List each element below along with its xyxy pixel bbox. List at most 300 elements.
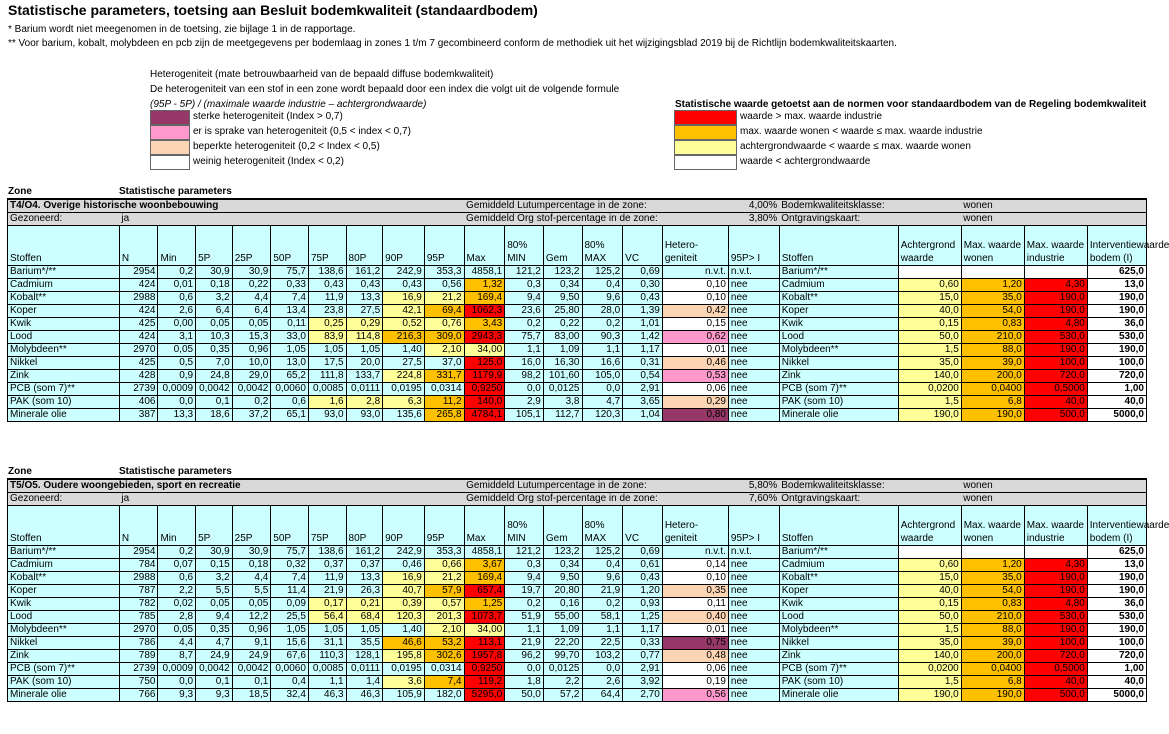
table-cell: 784: [119, 559, 158, 572]
table-cell: 46,3: [308, 689, 346, 702]
table-cell: 3,65: [623, 396, 663, 409]
table-cell: nee: [728, 331, 779, 344]
table-cell: 0,29: [662, 396, 728, 409]
table-cell: 21,9: [582, 585, 623, 598]
table-cell: 190,0: [1087, 624, 1146, 637]
table-cell: nee: [728, 624, 779, 637]
table-cell: 15,6: [271, 637, 309, 650]
table-row: [8, 572, 1147, 585]
table-cell: 13,0: [271, 357, 309, 370]
table-cell: 123,2: [543, 546, 582, 559]
ontgr-value: wonen: [961, 213, 1146, 226]
table-cell: 6,8: [961, 396, 1024, 409]
table-cell: 140,0: [464, 396, 505, 409]
table-cell: [898, 546, 961, 559]
table-cell: 13,3: [346, 572, 383, 585]
table-cell: 1,17: [623, 344, 663, 357]
table-cell: 0,0195: [383, 383, 425, 396]
table-cell: 0,21: [346, 598, 383, 611]
table-cell: 8,7: [158, 650, 196, 663]
table-cell: 2,10: [424, 344, 464, 357]
table-cell: 0,3: [505, 559, 544, 572]
table-cell: 18,5: [232, 689, 271, 702]
table-cell: Koper: [779, 305, 898, 318]
table-cell: 125,2: [582, 266, 623, 279]
table-cell: 789: [119, 650, 158, 663]
table-cell: 2739: [119, 383, 158, 396]
table-cell: 19,7: [505, 585, 544, 598]
table-cell: 9,3: [196, 689, 233, 702]
table-row: [8, 383, 1147, 396]
legend-label: sterke heterogeniteit (Index > 0,7): [193, 111, 343, 122]
table-cell: 69,4: [424, 305, 464, 318]
table-cell: 0,11: [271, 318, 309, 331]
table-cell: 530,0: [1024, 331, 1087, 344]
table-cell: 56,4: [308, 611, 346, 624]
table-cell: 1,5: [898, 396, 961, 409]
table-cell: 353,3: [424, 266, 464, 279]
table-cell: 13,0: [1087, 279, 1146, 292]
table-cell: 39,0: [961, 357, 1024, 370]
table-cell: 0,35: [196, 624, 233, 637]
table-cell: Barium*/**: [8, 546, 120, 559]
table-cell: 4,7: [196, 637, 233, 650]
table-cell: 120,3: [383, 611, 425, 624]
table-cell: 2,2: [158, 585, 196, 598]
table-cell: Nikkel: [779, 357, 898, 370]
table-cell: 28,0: [582, 305, 623, 318]
table-cell: 100,0: [1087, 637, 1146, 650]
table-cell: 100,0: [1024, 637, 1087, 650]
table-cell: 0,30: [623, 279, 663, 292]
table-cell: 0,76: [424, 318, 464, 331]
table-cell: 65,2: [271, 370, 309, 383]
table-cell: n.v.t.: [728, 266, 779, 279]
table-cell: 3,67: [464, 559, 505, 572]
table-cell: 0,43: [383, 279, 425, 292]
table-cell: 625,0: [1087, 546, 1146, 559]
table-cell: 0,29: [346, 318, 383, 331]
table-cell: 0,01: [158, 279, 196, 292]
table-cell: 190,0: [1024, 305, 1087, 318]
table-cell: 242,9: [383, 266, 425, 279]
table-cell: nee: [728, 357, 779, 370]
table-cell: 0,19: [662, 676, 728, 689]
table-cell: 21,9: [308, 585, 346, 598]
table-cell: 113,1: [464, 637, 505, 650]
col-header: 25P: [232, 506, 271, 546]
table-cell: 1,1: [505, 344, 544, 357]
table-cell: 0,0200: [898, 663, 961, 676]
table-cell: 0,0: [158, 396, 196, 409]
table-cell: 782: [119, 598, 158, 611]
table-cell: Lood: [8, 331, 120, 344]
table-cell: 0,2: [505, 318, 544, 331]
table-cell: 112,7: [543, 409, 582, 422]
table-cell: 34,00: [464, 344, 505, 357]
table-cell: Cadmium: [779, 559, 898, 572]
table-cell: 21,2: [424, 572, 464, 585]
table-cell: 120,3: [582, 409, 623, 422]
table-cell: 2970: [119, 624, 158, 637]
col-header: 25P: [232, 226, 271, 266]
table-cell: 0,61: [623, 559, 663, 572]
table-cell: 27,5: [346, 305, 383, 318]
table-cell: Barium*/**: [779, 266, 898, 279]
table-cell: 182,0: [424, 689, 464, 702]
table-cell: 190,0: [1087, 292, 1146, 305]
zone2-zone-label: Zone: [8, 466, 32, 477]
table-cell: 210,0: [961, 611, 1024, 624]
table-cell: 0,0111: [346, 383, 383, 396]
table-cell: 35,0: [961, 292, 1024, 305]
col-header: Achtergrond waarde: [898, 506, 961, 546]
table-cell: 0,37: [346, 559, 383, 572]
table-cell: 0,42: [662, 305, 728, 318]
table-cell: nee: [728, 637, 779, 650]
col-header: Gem: [543, 506, 582, 546]
table-cell: nee: [728, 676, 779, 689]
table-cell: Kwik: [779, 598, 898, 611]
zone-table-t5: [7, 478, 1169, 702]
table-cell: 0,80: [662, 409, 728, 422]
table-row: [8, 546, 1147, 559]
table-cell: 29,0: [232, 370, 271, 383]
table-cell: 0,40: [662, 611, 728, 624]
table-cell: 0,77: [623, 650, 663, 663]
table-cell: 0,0: [582, 383, 623, 396]
table-cell: 161,2: [346, 546, 383, 559]
table-cell: 0,10: [662, 292, 728, 305]
table-cell: 0,09: [271, 598, 309, 611]
table-cell: 1,1: [582, 624, 623, 637]
table-cell: 0,0400: [961, 663, 1024, 676]
table-cell: 9,3: [158, 689, 196, 702]
table-cell: nee: [728, 344, 779, 357]
table-cell: Molybdeen**: [8, 624, 120, 637]
table-cell: 15,3: [232, 331, 271, 344]
table-cell: Lood: [779, 331, 898, 344]
table-cell: 216,3: [383, 331, 425, 344]
table-cell: 40,0: [1024, 676, 1087, 689]
table-cell: 30,9: [232, 266, 271, 279]
table-cell: 83,00: [543, 331, 582, 344]
table-cell: 4784,1: [464, 409, 505, 422]
col-header: Max: [464, 226, 505, 266]
table-cell: 1,20: [961, 559, 1024, 572]
table-cell: Kobalt**: [8, 292, 120, 305]
table-cell: 67,6: [271, 650, 309, 663]
table-cell: 1,39: [623, 305, 663, 318]
table-cell: 0,1: [232, 676, 271, 689]
table-cell: nee: [728, 383, 779, 396]
table-cell: nee: [728, 650, 779, 663]
table-cell: 11,9: [308, 292, 346, 305]
table-cell: 50,0: [898, 611, 961, 624]
table-cell: nee: [728, 396, 779, 409]
table-cell: Kobalt**: [779, 292, 898, 305]
table-cell: 4,4: [232, 292, 271, 305]
col-header: Max. waarde industrie: [1024, 226, 1087, 266]
table-cell: 40,0: [1087, 676, 1146, 689]
table-cell: 2988: [119, 292, 158, 305]
table-cell: PCB (som 7)**: [8, 383, 120, 396]
table-cell: nee: [728, 409, 779, 422]
table-cell: Lood: [779, 611, 898, 624]
table-row: [8, 357, 1147, 370]
table-cell: 0,2: [232, 396, 271, 409]
table-row: [8, 266, 1147, 279]
table-cell: 37,2: [232, 409, 271, 422]
zone-name: T5/O5. Oudere woongebieden, sport en recreatie: [8, 479, 465, 493]
table-row: [8, 409, 1147, 422]
table-cell: 425: [119, 357, 158, 370]
table-cell: 36,0: [1087, 318, 1146, 331]
table-cell: 353,3: [424, 546, 464, 559]
table-cell: 1062,3: [464, 305, 505, 318]
table-cell: nee: [728, 585, 779, 598]
table-cell: 0,22: [543, 318, 582, 331]
table-cell: 0,96: [232, 624, 271, 637]
table-cell: 0,60: [898, 559, 961, 572]
table-cell: 40,0: [1024, 396, 1087, 409]
table-cell: 1,5: [898, 344, 961, 357]
table-cell: 0,0200: [898, 383, 961, 396]
table-cell: 138,6: [308, 266, 346, 279]
table-cell: PAK (som 10): [779, 396, 898, 409]
table-cell: 0,53: [662, 370, 728, 383]
col-header: Stoffen: [8, 226, 120, 266]
table-cell: 105,9: [383, 689, 425, 702]
table-cell: 18,6: [196, 409, 233, 422]
table-cell: 11,2: [424, 396, 464, 409]
table-cell: 2,9: [505, 396, 544, 409]
table-cell: 0,4: [271, 676, 309, 689]
legend-label: max. waarde wonen < waarde ≤ max. waarde industrie: [740, 126, 983, 137]
table-cell: Barium*/**: [8, 266, 120, 279]
table-cell: 0,1: [196, 676, 233, 689]
table-cell: 1,05: [346, 624, 383, 637]
legend-swatch: [150, 155, 190, 170]
table-cell: PCB (som 7)**: [779, 383, 898, 396]
table-cell: 0,4: [582, 559, 623, 572]
table-cell: 110,3: [308, 650, 346, 663]
table-row: [8, 637, 1147, 650]
table-row: [8, 396, 1147, 409]
table-cell: 90,3: [582, 331, 623, 344]
table-cell: 0,62: [662, 331, 728, 344]
table-cell: [1024, 266, 1087, 279]
table-cell: 0,0042: [196, 663, 233, 676]
table-cell: 68,4: [346, 611, 383, 624]
table-cell: 0,3: [505, 279, 544, 292]
table-cell: 3,2: [196, 572, 233, 585]
table-cell: 0,17: [308, 598, 346, 611]
table-cell: 1,4: [346, 676, 383, 689]
table-cell: 24,9: [232, 650, 271, 663]
ontgr-value: wonen: [961, 493, 1146, 506]
table-cell: 75,7: [271, 266, 309, 279]
table-cell: 9,4: [505, 572, 544, 585]
table-cell: 720,0: [1024, 370, 1087, 383]
col-header: 50P: [271, 226, 309, 266]
table-cell: Cadmium: [8, 559, 120, 572]
table-cell: 1,32: [464, 279, 505, 292]
table-cell: 242,9: [383, 546, 425, 559]
table-cell: 53,2: [424, 637, 464, 650]
table-cell: 720,0: [1024, 650, 1087, 663]
table-cell: 1957,8: [464, 650, 505, 663]
table-cell: 9,4: [196, 611, 233, 624]
legend-swatch: [674, 125, 737, 140]
table-cell: Minerale olie: [8, 689, 120, 702]
table-cell: 0,35: [196, 344, 233, 357]
table-cell: nee: [728, 598, 779, 611]
table-cell: 16,9: [383, 572, 425, 585]
table-cell: 0,6: [271, 396, 309, 409]
col-header: 80% MIN: [505, 506, 544, 546]
zone-name: T4/O4. Overige historische woonbebouwing: [8, 199, 465, 213]
table-cell: 0,0111: [346, 663, 383, 676]
table-cell: 123,2: [543, 266, 582, 279]
table-cell: 22,5: [582, 637, 623, 650]
table-cell: 7,4: [424, 676, 464, 689]
table-row: [8, 559, 1147, 572]
table-cell: 0,46: [383, 559, 425, 572]
table-cell: 35,0: [961, 572, 1024, 585]
table-cell: 0,2: [158, 546, 196, 559]
table-cell: 0,05: [158, 624, 196, 637]
table-cell: nee: [728, 572, 779, 585]
table-cell: 265,8: [424, 409, 464, 422]
table-cell: 190,0: [1024, 624, 1087, 637]
klasse-value: wonen: [961, 199, 1146, 213]
table-cell: 190,0: [1024, 344, 1087, 357]
table-cell: 13,3: [158, 409, 196, 422]
lutum-label: Gemiddeld Lutumpercentage in de zone:: [464, 479, 662, 493]
table-cell: 1,1: [505, 624, 544, 637]
table-cell: 33,0: [271, 331, 309, 344]
table-cell: 190,0: [1024, 572, 1087, 585]
table-cell: 98,2: [505, 370, 544, 383]
table-cell: 114,8: [346, 331, 383, 344]
table-cell: 2,8: [346, 396, 383, 409]
table-row: [8, 650, 1147, 663]
het-legend-line2: De heterogeniteit van een stof in een zone wordt bepaald door een index die volgt uit de volgende formule: [150, 84, 620, 95]
table-cell: 121,2: [505, 266, 544, 279]
table-cell: 766: [119, 689, 158, 702]
table-cell: 0,66: [424, 559, 464, 572]
table-row: [8, 611, 1147, 624]
table-cell: 75,7: [271, 546, 309, 559]
table-cell: 0,31: [623, 357, 663, 370]
table-cell: n.v.t.: [728, 546, 779, 559]
table-cell: 5,5: [232, 585, 271, 598]
table-cell: 6,4: [232, 305, 271, 318]
table-cell: 1,20: [623, 585, 663, 598]
table-cell: Cadmium: [8, 279, 120, 292]
table-cell: 1,42: [623, 331, 663, 344]
table-cell: 0,0042: [232, 663, 271, 676]
table-cell: 1,8: [505, 676, 544, 689]
table-cell: 0,33: [623, 637, 663, 650]
table-cell: Zink: [8, 370, 120, 383]
table-cell: 224,8: [383, 370, 425, 383]
table-cell: 10,0: [232, 357, 271, 370]
table-cell: Kobalt**: [8, 572, 120, 585]
table-cell: 4,80: [1024, 598, 1087, 611]
table-cell: 0,43: [623, 292, 663, 305]
table-cell: 2988: [119, 572, 158, 585]
table-cell: 3,8: [543, 396, 582, 409]
table-cell: 0,69: [623, 546, 663, 559]
table-cell: 16,6: [582, 357, 623, 370]
table-cell: 10,3: [196, 331, 233, 344]
table-cell: 111,8: [308, 370, 346, 383]
table-cell: 1,05: [271, 344, 309, 357]
table-cell: 1,6: [308, 396, 346, 409]
col-header: 50P: [271, 506, 309, 546]
table-cell: 93,0: [346, 409, 383, 422]
col-header: 5P: [196, 226, 233, 266]
table-cell: 0,52: [383, 318, 425, 331]
table-cell: 0,0195: [383, 663, 425, 676]
table-cell: 0,15: [898, 318, 961, 331]
table-cell: 0,83: [961, 318, 1024, 331]
table-cell: 13,3: [346, 292, 383, 305]
table-cell: 406: [119, 396, 158, 409]
table-cell: 50,0: [898, 331, 961, 344]
col-header: N: [119, 226, 158, 266]
table-row: [8, 585, 1147, 598]
table-cell: 387: [119, 409, 158, 422]
col-header: Max. waarde wonen: [961, 226, 1024, 266]
table-cell: 1,05: [308, 624, 346, 637]
table-cell: 425: [119, 318, 158, 331]
table-cell: 2,91: [623, 383, 663, 396]
table-cell: 1,40: [383, 344, 425, 357]
table-cell: 125,2: [582, 546, 623, 559]
table-cell: 0,02: [158, 598, 196, 611]
table-cell: 105,0: [582, 370, 623, 383]
klasse-value: wonen: [961, 479, 1146, 493]
table-cell: 0,69: [623, 266, 663, 279]
table-cell: 0,54: [623, 370, 663, 383]
table-cell: 1,40: [383, 624, 425, 637]
col-header: 5P: [196, 506, 233, 546]
org-label: Gemiddeld Org stof-percentage in de zone:: [464, 213, 662, 226]
table-cell: [1024, 546, 1087, 559]
table-cell: 0,15: [196, 559, 233, 572]
table-cell: 785: [119, 611, 158, 624]
table-cell: 0,35: [662, 585, 728, 598]
table-cell: 125,0: [464, 357, 505, 370]
table-cell: 12,2: [232, 611, 271, 624]
table-row: [8, 370, 1147, 383]
table-cell: [898, 266, 961, 279]
legend-label: er is sprake van heterogeniteit (0,5 < index < 0,7): [193, 126, 411, 137]
ontgr-label: Ontgravingskaart:: [779, 493, 961, 506]
table-cell: 2954: [119, 546, 158, 559]
table-cell: 50,0: [505, 689, 544, 702]
table-cell: 7,4: [271, 572, 309, 585]
table-row: [8, 624, 1147, 637]
table-cell: 4,4: [158, 637, 196, 650]
table-cell: 0,5: [158, 357, 196, 370]
gezoneerd-value: ja: [119, 213, 464, 226]
legend-label: waarde > max. waarde industrie: [740, 111, 883, 122]
table-cell: 30,9: [196, 546, 233, 559]
